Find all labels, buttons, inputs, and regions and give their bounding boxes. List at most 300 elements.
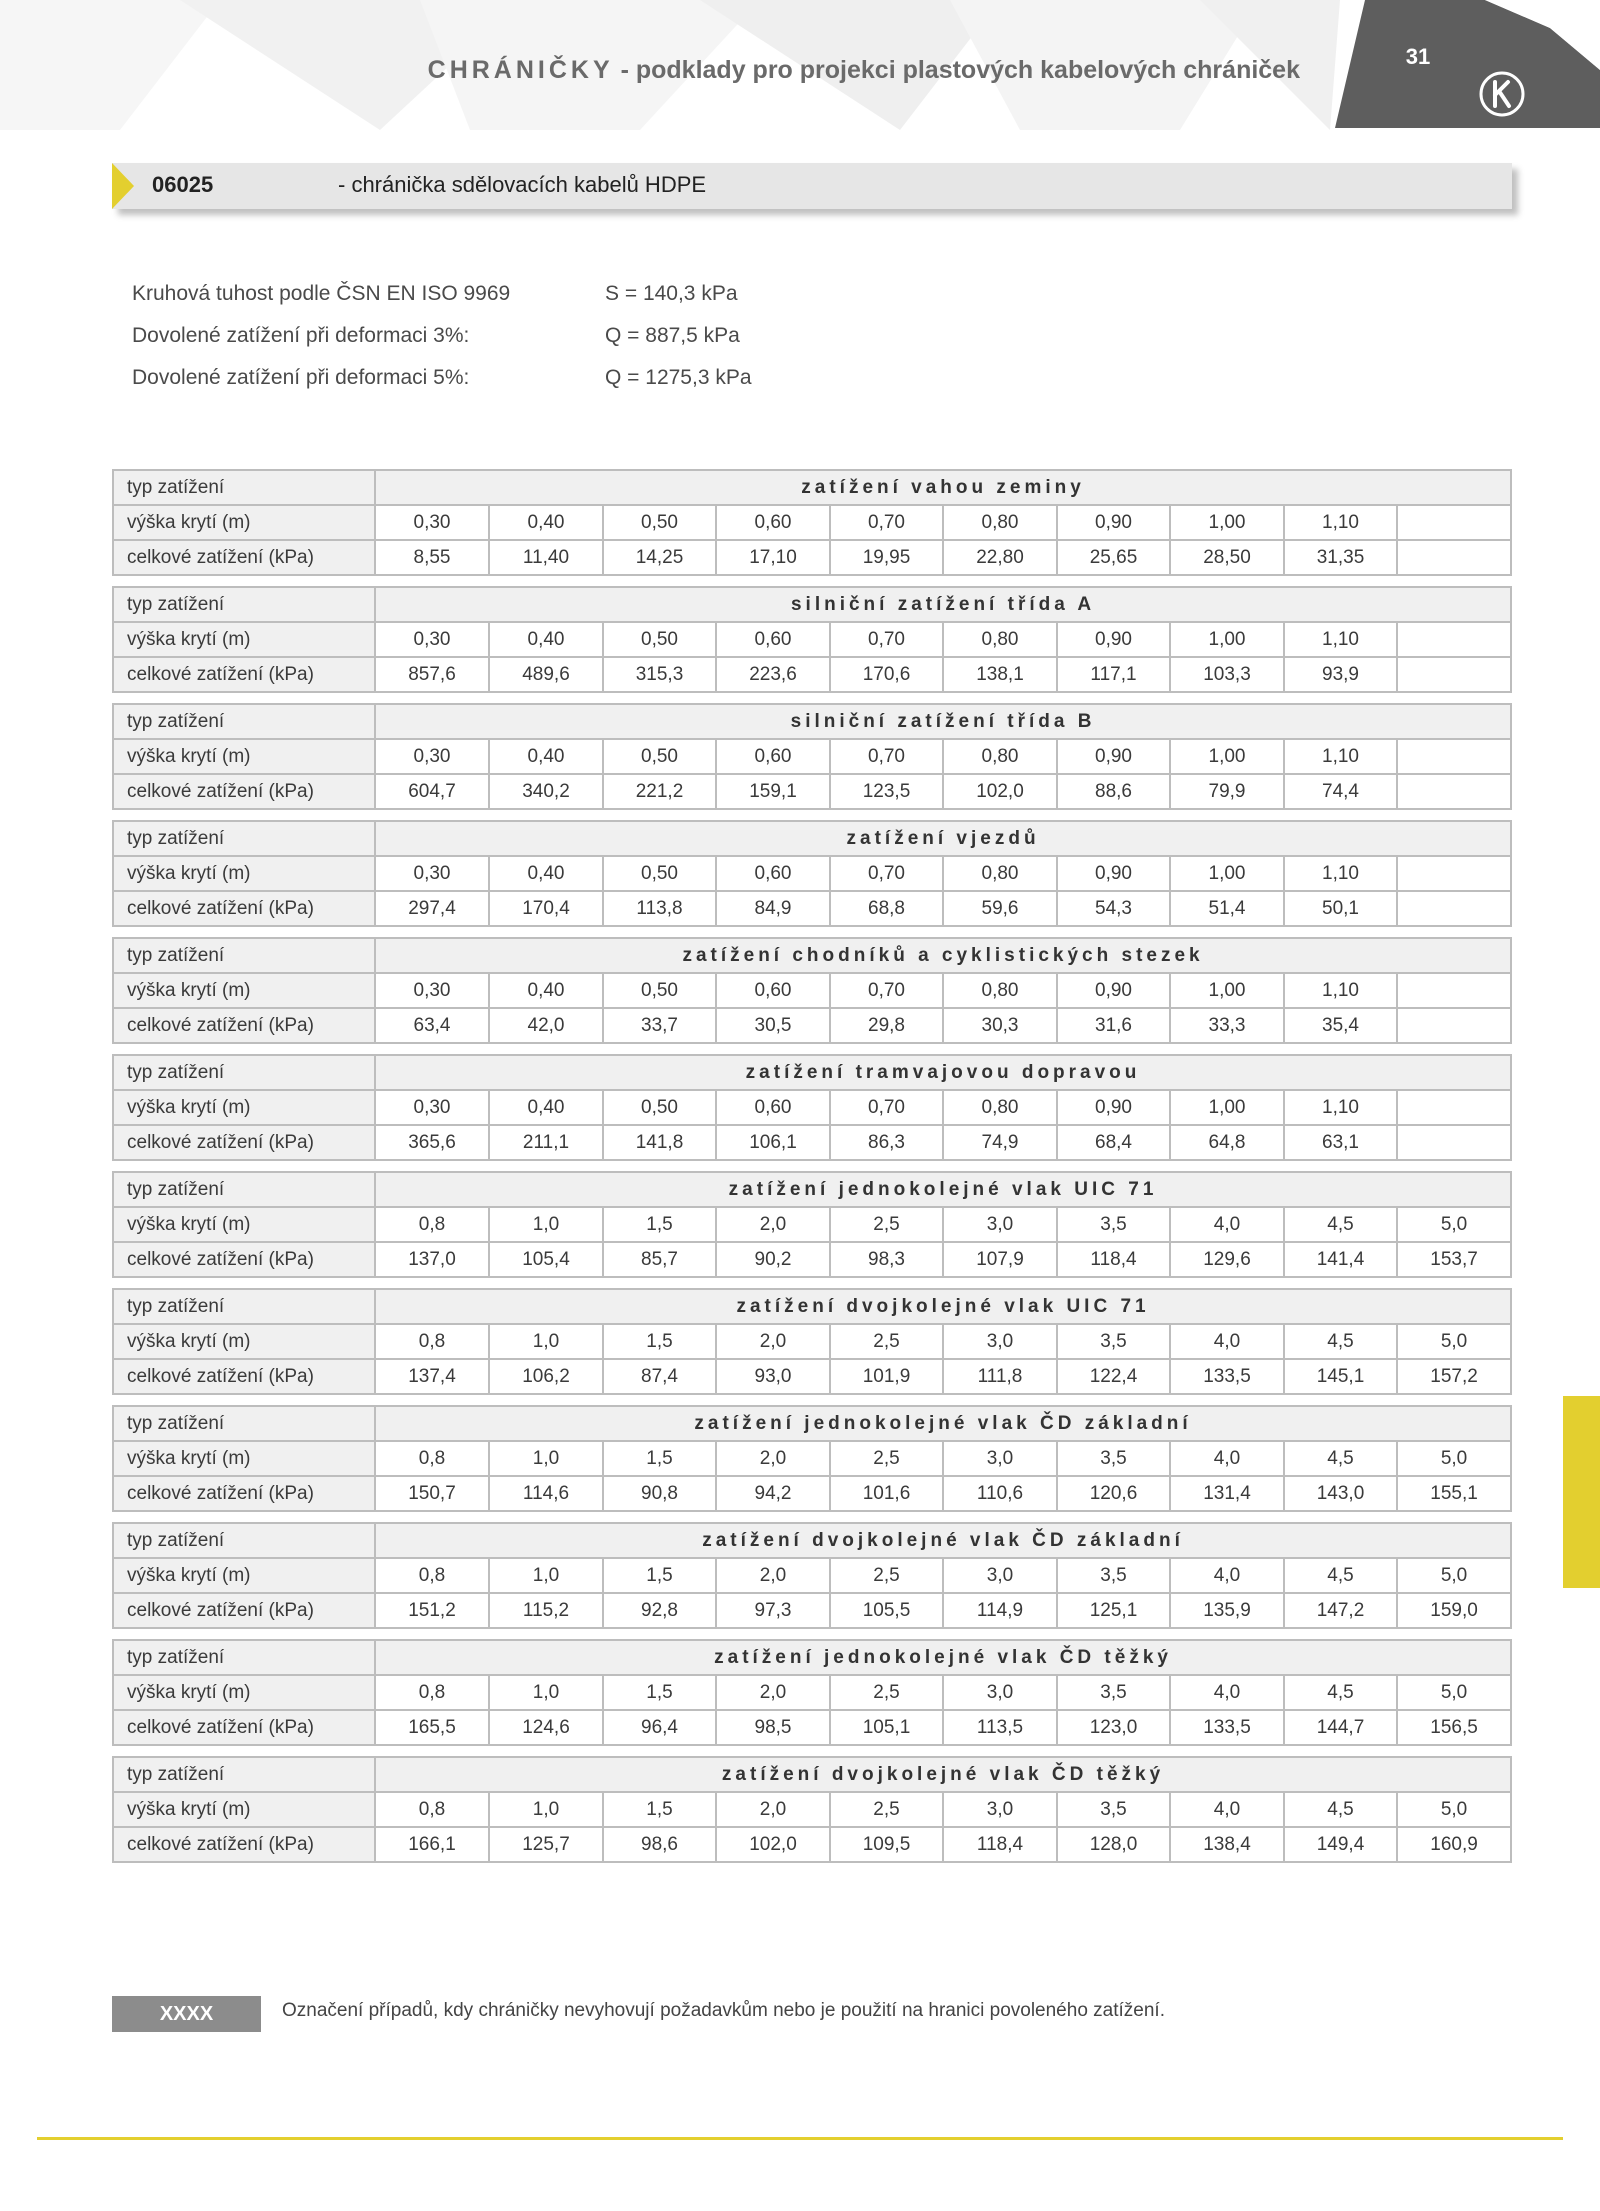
load-cell: 114,9	[943, 1593, 1057, 1628]
load-cell: 125,7	[489, 1827, 603, 1862]
height-row	[113, 622, 1511, 657]
height-cell: 1,00	[1170, 739, 1284, 774]
page-header-title	[428, 56, 1300, 85]
load-cell: 149,4	[1284, 1827, 1397, 1862]
load-cell: 59,6	[943, 891, 1057, 926]
height-row	[113, 1441, 1511, 1476]
height-cell: 3,5	[1057, 1441, 1170, 1476]
load-type-title: zatížení dvojkolejné vlak ČD těžký	[375, 1757, 1511, 1792]
load-cell: 105,5	[830, 1593, 943, 1628]
height-cell: 2,5	[830, 1207, 943, 1242]
load-cell: 103,3	[1170, 657, 1284, 692]
load-type-title: silniční zatížení třída B	[375, 704, 1511, 739]
load-cell: 22,80	[943, 540, 1057, 575]
gap-cell	[113, 1277, 1511, 1289]
load-type-row	[113, 1523, 1511, 1558]
height-cell: 1,10	[1284, 739, 1397, 774]
height-cell: 1,0	[489, 1207, 603, 1242]
height-cell: 1,5	[603, 1324, 716, 1359]
load-cell: 96,4	[603, 1710, 716, 1745]
row-label-type: typ zatížení	[113, 704, 375, 739]
row-label-load: celkové zatížení (kPa)	[113, 1710, 375, 1745]
height-cell: 5,0	[1397, 1558, 1511, 1593]
height-cell: 0,8	[375, 1441, 489, 1476]
height-cell: 1,10	[1284, 622, 1397, 657]
load-cell: 29,8	[830, 1008, 943, 1043]
load-cell: 109,5	[830, 1827, 943, 1862]
height-row	[113, 1090, 1511, 1125]
load-type-title: zatížení vahou zeminy	[375, 470, 1511, 505]
height-cell: 1,00	[1170, 856, 1284, 891]
height-cell: 1,5	[603, 1675, 716, 1710]
load-cell: 54,3	[1057, 891, 1170, 926]
height-cell: 0,60	[716, 622, 830, 657]
row-label-height: výška krytí (m)	[113, 1090, 375, 1125]
load-cell: 133,5	[1170, 1710, 1284, 1745]
height-cell: 2,0	[716, 1441, 830, 1476]
load-cell: 137,0	[375, 1242, 489, 1277]
load-cell	[1397, 891, 1511, 926]
load-type-row	[113, 1757, 1511, 1792]
load-cell: 93,0	[716, 1359, 830, 1394]
load-cell: 90,2	[716, 1242, 830, 1277]
header-title-subtitle: - podklady pro projekci plastových kabelových chrániček	[613, 56, 1300, 84]
load-cell: 74,9	[943, 1125, 1057, 1160]
property-value: S = 140,3 kPa	[605, 282, 738, 305]
load-cell: 124,6	[489, 1710, 603, 1745]
load-cell	[1397, 1125, 1511, 1160]
gap-cell	[113, 809, 1511, 821]
gap-cell	[113, 1628, 1511, 1640]
load-cell: 211,1	[489, 1125, 603, 1160]
row-label-load: celkové zatížení (kPa)	[113, 1593, 375, 1628]
height-cell: 0,30	[375, 1090, 489, 1125]
row-label-type: typ zatížení	[113, 587, 375, 622]
load-cell: 297,4	[375, 891, 489, 926]
height-cell: 0,70	[830, 505, 943, 540]
load-cell: 28,50	[1170, 540, 1284, 575]
height-cell: 3,5	[1057, 1324, 1170, 1359]
page-number: 31	[1405, 44, 1431, 69]
height-cell	[1397, 1090, 1511, 1125]
height-cell: 0,30	[375, 856, 489, 891]
height-cell: 3,0	[943, 1324, 1057, 1359]
height-cell: 0,80	[943, 505, 1057, 540]
height-row	[113, 505, 1511, 540]
load-cell: 137,4	[375, 1359, 489, 1394]
property-label: Kruhová tuhost podle ČSN EN ISO 9969	[132, 282, 511, 305]
height-cell: 4,5	[1284, 1441, 1397, 1476]
height-cell: 1,0	[489, 1558, 603, 1593]
height-cell: 1,10	[1284, 973, 1397, 1008]
gap-cell	[113, 1511, 1511, 1523]
load-cell: 113,8	[603, 891, 716, 926]
load-cell: 147,2	[1284, 1593, 1397, 1628]
gap-cell	[113, 1394, 1511, 1406]
height-cell: 0,90	[1057, 505, 1170, 540]
load-cell: 25,65	[1057, 540, 1170, 575]
load-cell: 74,4	[1284, 774, 1397, 809]
gap-cell	[113, 1160, 1511, 1172]
height-cell: 3,0	[943, 1675, 1057, 1710]
row-label-load: celkové zatížení (kPa)	[113, 540, 375, 575]
header-title-brand: CHRÁNIČKY	[427, 56, 614, 84]
height-cell	[1397, 973, 1511, 1008]
load-cell: 141,4	[1284, 1242, 1397, 1277]
load-row	[113, 774, 1511, 809]
row-label-height: výška krytí (m)	[113, 1675, 375, 1710]
load-cell: 68,8	[830, 891, 943, 926]
load-cell: 98,3	[830, 1242, 943, 1277]
height-cell: 4,5	[1284, 1675, 1397, 1710]
height-cell: 0,50	[603, 1090, 716, 1125]
load-type-row	[113, 1172, 1511, 1207]
height-cell: 1,00	[1170, 505, 1284, 540]
load-cell: 315,3	[603, 657, 716, 692]
load-cell: 138,1	[943, 657, 1057, 692]
load-cell: 151,2	[375, 1593, 489, 1628]
load-row	[113, 540, 1511, 575]
table-gap	[113, 1394, 1511, 1406]
height-cell: 0,60	[716, 856, 830, 891]
height-cell: 0,80	[943, 973, 1057, 1008]
product-code: 06025	[152, 172, 214, 197]
row-label-load: celkové zatížení (kPa)	[113, 1359, 375, 1394]
load-cell: 111,8	[943, 1359, 1057, 1394]
load-cell: 101,6	[830, 1476, 943, 1511]
table-gap	[113, 1160, 1511, 1172]
row-label-type: typ zatížení	[113, 1289, 375, 1324]
load-row	[113, 1827, 1511, 1862]
height-cell: 0,50	[603, 856, 716, 891]
load-cell: 115,2	[489, 1593, 603, 1628]
height-cell: 2,0	[716, 1558, 830, 1593]
load-row	[113, 1359, 1511, 1394]
height-cell: 3,5	[1057, 1558, 1170, 1593]
height-cell: 0,60	[716, 505, 830, 540]
gap-cell	[113, 926, 1511, 938]
height-cell: 0,30	[375, 973, 489, 1008]
load-cell: 129,6	[1170, 1242, 1284, 1277]
row-label-type: typ zatížení	[113, 938, 375, 973]
load-cell: 102,0	[716, 1827, 830, 1862]
height-cell: 0,70	[830, 856, 943, 891]
load-cell: 156,5	[1397, 1710, 1511, 1745]
load-cell: 63,4	[375, 1008, 489, 1043]
load-row	[113, 1008, 1511, 1043]
table-gap	[113, 575, 1511, 587]
gap-cell	[113, 575, 1511, 587]
height-cell: 3,0	[943, 1207, 1057, 1242]
load-cell: 79,9	[1170, 774, 1284, 809]
load-row	[113, 1242, 1511, 1277]
height-cell: 0,40	[489, 739, 603, 774]
row-label-height: výška krytí (m)	[113, 1558, 375, 1593]
height-cell: 1,10	[1284, 505, 1397, 540]
load-cell: 123,5	[830, 774, 943, 809]
height-cell: 1,10	[1284, 856, 1397, 891]
height-cell: 0,40	[489, 973, 603, 1008]
load-cell: 165,5	[375, 1710, 489, 1745]
height-row	[113, 1324, 1511, 1359]
height-cell: 4,0	[1170, 1558, 1284, 1593]
row-label-load: celkové zatížení (kPa)	[113, 891, 375, 926]
product-arrow-icon	[112, 163, 134, 209]
table-gap	[113, 1745, 1511, 1757]
row-label-load: celkové zatížení (kPa)	[113, 1827, 375, 1862]
load-row	[113, 1710, 1511, 1745]
height-cell: 0,70	[830, 973, 943, 1008]
load-cell: 33,7	[603, 1008, 716, 1043]
load-cell: 105,1	[830, 1710, 943, 1745]
load-cell: 84,9	[716, 891, 830, 926]
row-label-height: výška krytí (m)	[113, 622, 375, 657]
height-cell: 1,0	[489, 1441, 603, 1476]
height-cell: 2,0	[716, 1324, 830, 1359]
load-cell: 131,4	[1170, 1476, 1284, 1511]
height-cell: 0,30	[375, 739, 489, 774]
load-cell: 101,9	[830, 1359, 943, 1394]
height-cell: 4,0	[1170, 1207, 1284, 1242]
height-cell: 0,40	[489, 856, 603, 891]
height-cell: 5,0	[1397, 1675, 1511, 1710]
row-label-type: typ zatížení	[113, 1640, 375, 1675]
load-type-row	[113, 1406, 1511, 1441]
load-cell: 159,0	[1397, 1593, 1511, 1628]
table-gap	[113, 926, 1511, 938]
height-cell: 2,0	[716, 1675, 830, 1710]
height-cell: 0,8	[375, 1324, 489, 1359]
height-cell: 1,0	[489, 1675, 603, 1710]
load-cell: 155,1	[1397, 1476, 1511, 1511]
property-label: Dovolené zatížení při deformaci 3%:	[132, 324, 470, 347]
row-label-height: výška krytí (m)	[113, 505, 375, 540]
load-cell	[1397, 540, 1511, 575]
height-cell: 0,90	[1057, 973, 1170, 1008]
load-cell: 98,5	[716, 1710, 830, 1745]
k-circle-logo-icon	[1478, 70, 1526, 118]
height-cell: 3,0	[943, 1441, 1057, 1476]
height-cell: 0,8	[375, 1792, 489, 1827]
load-cell: 120,6	[1057, 1476, 1170, 1511]
load-type-title: zatížení tramvajovou dopravou	[375, 1055, 1511, 1090]
load-cell: 170,6	[830, 657, 943, 692]
load-cell: 113,5	[943, 1710, 1057, 1745]
load-cell: 68,4	[1057, 1125, 1170, 1160]
height-cell: 0,8	[375, 1207, 489, 1242]
height-cell: 0,60	[716, 1090, 830, 1125]
height-cell: 3,0	[943, 1792, 1057, 1827]
load-cell: 51,4	[1170, 891, 1284, 926]
table-gap	[113, 1277, 1511, 1289]
height-cell: 0,30	[375, 622, 489, 657]
product-name: - chránička sdělovacích kabelů HDPE	[338, 172, 707, 197]
height-cell: 0,40	[489, 505, 603, 540]
height-cell: 1,5	[603, 1441, 716, 1476]
height-cell: 0,80	[943, 856, 1057, 891]
height-row	[113, 856, 1511, 891]
height-row	[113, 1207, 1511, 1242]
height-cell: 5,0	[1397, 1324, 1511, 1359]
load-cell: 107,9	[943, 1242, 1057, 1277]
row-label-type: typ zatížení	[113, 470, 375, 505]
height-cell: 4,5	[1284, 1792, 1397, 1827]
table-gap	[113, 692, 1511, 704]
height-row	[113, 739, 1511, 774]
load-tables	[112, 469, 1512, 1863]
load-cell: 340,2	[489, 774, 603, 809]
load-type-row	[113, 1640, 1511, 1675]
load-cell: 141,8	[603, 1125, 716, 1160]
load-cell: 125,1	[1057, 1593, 1170, 1628]
row-label-type: typ zatížení	[113, 1172, 375, 1207]
height-cell: 4,5	[1284, 1324, 1397, 1359]
property-value: Q = 1275,3 kPa	[605, 366, 752, 389]
load-cell: 35,4	[1284, 1008, 1397, 1043]
load-cell: 221,2	[603, 774, 716, 809]
load-cell: 118,4	[943, 1827, 1057, 1862]
load-cell: 160,9	[1397, 1827, 1511, 1862]
load-cell: 97,3	[716, 1593, 830, 1628]
load-cell: 33,3	[1170, 1008, 1284, 1043]
height-cell: 0,90	[1057, 622, 1170, 657]
load-type-title: zatížení jednokolejné vlak UIC 71	[375, 1172, 1511, 1207]
load-cell: 170,4	[489, 891, 603, 926]
height-cell: 3,5	[1057, 1792, 1170, 1827]
row-label-type: typ zatížení	[113, 821, 375, 856]
load-type-row	[113, 470, 1511, 505]
load-row	[113, 1476, 1511, 1511]
table-gap	[113, 1628, 1511, 1640]
load-cell	[1397, 1008, 1511, 1043]
row-label-type: typ zatížení	[113, 1055, 375, 1090]
row-label-load: celkové zatížení (kPa)	[113, 1476, 375, 1511]
row-label-type: typ zatížení	[113, 1406, 375, 1441]
load-type-title: zatížení chodníků a cyklistických stezek	[375, 938, 1511, 973]
height-cell: 2,0	[716, 1207, 830, 1242]
height-cell: 0,40	[489, 622, 603, 657]
load-cell: 102,0	[943, 774, 1057, 809]
load-cell: 118,4	[1057, 1242, 1170, 1277]
height-cell: 5,0	[1397, 1441, 1511, 1476]
height-cell: 4,0	[1170, 1792, 1284, 1827]
load-row	[113, 891, 1511, 926]
height-cell: 0,70	[830, 1090, 943, 1125]
gap-cell	[113, 1745, 1511, 1757]
load-type-title: zatížení jednokolejné vlak ČD základní	[375, 1406, 1511, 1441]
load-cell: 114,6	[489, 1476, 603, 1511]
height-cell: 1,5	[603, 1207, 716, 1242]
height-cell: 2,0	[716, 1792, 830, 1827]
height-cell: 0,90	[1057, 856, 1170, 891]
row-label-type: typ zatížení	[113, 1757, 375, 1792]
height-row	[113, 1675, 1511, 1710]
table-gap	[113, 1511, 1511, 1523]
table-gap	[113, 1043, 1511, 1055]
load-cell: 50,1	[1284, 891, 1397, 926]
load-cell: 604,7	[375, 774, 489, 809]
load-type-row	[113, 587, 1511, 622]
load-cell: 153,7	[1397, 1242, 1511, 1277]
table-gap	[113, 809, 1511, 821]
load-cell: 8,55	[375, 540, 489, 575]
row-label-load: celkové zatížení (kPa)	[113, 1008, 375, 1043]
height-cell: 0,90	[1057, 739, 1170, 774]
load-type-row	[113, 704, 1511, 739]
load-cell: 145,1	[1284, 1359, 1397, 1394]
height-cell: 1,00	[1170, 1090, 1284, 1125]
height-cell: 0,40	[489, 1090, 603, 1125]
load-cell: 138,4	[1170, 1827, 1284, 1862]
row-label-load: celkové zatížení (kPa)	[113, 657, 375, 692]
height-cell: 4,0	[1170, 1675, 1284, 1710]
height-cell: 0,80	[943, 622, 1057, 657]
height-cell: 0,70	[830, 622, 943, 657]
row-label-height: výška krytí (m)	[113, 1792, 375, 1827]
row-label-height: výška krytí (m)	[113, 973, 375, 1008]
load-cell: 144,7	[1284, 1710, 1397, 1745]
load-cell: 105,4	[489, 1242, 603, 1277]
height-cell: 1,10	[1284, 1090, 1397, 1125]
row-label-height: výška krytí (m)	[113, 1207, 375, 1242]
load-cell: 128,0	[1057, 1827, 1170, 1862]
load-cell: 30,5	[716, 1008, 830, 1043]
load-type-row	[113, 1289, 1511, 1324]
load-type-title: zatížení vjezdů	[375, 821, 1511, 856]
row-label-load: celkové zatížení (kPa)	[113, 774, 375, 809]
row-label-height: výška krytí (m)	[113, 1324, 375, 1359]
side-tab-marker	[1563, 1396, 1600, 1588]
height-cell: 1,00	[1170, 973, 1284, 1008]
legend-swatch: XXXX	[112, 1996, 261, 2032]
height-cell: 0,90	[1057, 1090, 1170, 1125]
load-cell: 223,6	[716, 657, 830, 692]
load-cell: 110,6	[943, 1476, 1057, 1511]
height-cell: 2,5	[830, 1675, 943, 1710]
load-cell: 489,6	[489, 657, 603, 692]
load-cell: 98,6	[603, 1827, 716, 1862]
gap-cell	[113, 692, 1511, 704]
load-cell: 150,7	[375, 1476, 489, 1511]
load-cell: 365,6	[375, 1125, 489, 1160]
height-cell: 0,30	[375, 505, 489, 540]
height-cell: 2,5	[830, 1558, 943, 1593]
row-label-height: výška krytí (m)	[113, 856, 375, 891]
height-cell: 1,5	[603, 1558, 716, 1593]
load-cell: 88,6	[1057, 774, 1170, 809]
height-cell	[1397, 739, 1511, 774]
load-cell: 166,1	[375, 1827, 489, 1862]
load-type-title: zatížení dvojkolejné vlak ČD základní	[375, 1523, 1511, 1558]
gap-cell	[113, 1043, 1511, 1055]
height-cell: 4,0	[1170, 1441, 1284, 1476]
product-heading-bar	[112, 163, 1512, 209]
height-cell	[1397, 856, 1511, 891]
load-cell: 857,6	[375, 657, 489, 692]
load-cell: 117,1	[1057, 657, 1170, 692]
height-cell: 4,5	[1284, 1558, 1397, 1593]
load-row	[113, 657, 1511, 692]
load-cell: 122,4	[1057, 1359, 1170, 1394]
height-cell: 0,50	[603, 622, 716, 657]
load-cell: 14,25	[603, 540, 716, 575]
height-cell: 1,0	[489, 1792, 603, 1827]
height-cell: 0,50	[603, 739, 716, 774]
load-cell: 17,10	[716, 540, 830, 575]
height-cell	[1397, 622, 1511, 657]
load-cell: 123,0	[1057, 1710, 1170, 1745]
height-cell: 0,60	[716, 973, 830, 1008]
